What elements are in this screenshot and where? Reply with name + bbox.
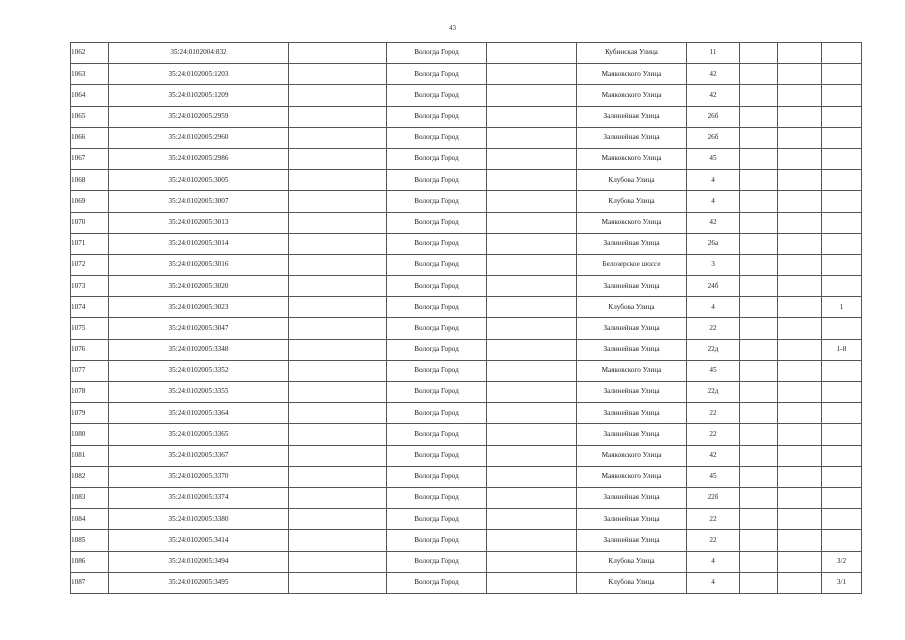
table-row: [71, 233, 862, 254]
empty-cell: [778, 148, 822, 169]
registry-table-body: [71, 43, 862, 594]
apartment-cell: [822, 276, 862, 297]
house-number-cell: 4: [687, 170, 740, 191]
record-number-cell: 1071: [71, 233, 109, 254]
record-number-cell: 1082: [71, 466, 109, 487]
empty-cell: [289, 403, 387, 424]
record-number-cell: 1075: [71, 318, 109, 339]
empty-cell: [289, 85, 387, 106]
empty-cell: [778, 64, 822, 85]
empty-cell: [778, 254, 822, 275]
empty-cell: [740, 276, 778, 297]
record-number-cell: 1064: [71, 85, 109, 106]
city-cell: Вологда Город: [387, 297, 487, 318]
empty-cell: [289, 276, 387, 297]
empty-cell: [740, 318, 778, 339]
house-number-cell: 22: [687, 318, 740, 339]
empty-cell: [778, 43, 822, 64]
cadastral-number-cell: 35:24:0102005:3352: [109, 360, 289, 381]
apartment-cell: [822, 148, 862, 169]
street-cell: Залинейная Улица: [577, 403, 687, 424]
registry-table: [70, 42, 862, 594]
empty-cell: [740, 530, 778, 551]
cadastral-number-cell: 35:24:0102005:3355: [109, 382, 289, 403]
record-number-cell: 1085: [71, 530, 109, 551]
empty-cell: [740, 509, 778, 530]
empty-cell: [778, 276, 822, 297]
cadastral-number-cell: 35:24:0102004:832: [109, 43, 289, 64]
empty-cell: [740, 127, 778, 148]
apartment-cell: [822, 43, 862, 64]
city-cell: Вологда Город: [387, 127, 487, 148]
city-cell: Вологда Город: [387, 170, 487, 191]
house-number-cell: 22: [687, 509, 740, 530]
apartment-cell: 1: [822, 297, 862, 318]
cadastral-number-cell: 35:24:0102005:3348: [109, 339, 289, 360]
empty-cell: [740, 360, 778, 381]
record-number-cell: 1084: [71, 509, 109, 530]
empty-cell: [289, 466, 387, 487]
table-row: [71, 403, 862, 424]
empty-cell: [487, 297, 577, 318]
empty-cell: [289, 148, 387, 169]
table-row: [71, 466, 862, 487]
record-number-cell: 1069: [71, 191, 109, 212]
empty-cell: [740, 466, 778, 487]
record-number-cell: 1066: [71, 127, 109, 148]
empty-cell: [487, 339, 577, 360]
apartment-cell: [822, 106, 862, 127]
empty-cell: [289, 212, 387, 233]
house-number-cell: 4: [687, 572, 740, 593]
empty-cell: [487, 43, 577, 64]
empty-cell: [487, 509, 577, 530]
empty-cell: [740, 212, 778, 233]
apartment-cell: 3/1: [822, 572, 862, 593]
apartment-cell: [822, 487, 862, 508]
apartment-cell: [822, 85, 862, 106]
empty-cell: [289, 509, 387, 530]
house-number-cell: 42: [687, 85, 740, 106]
empty-cell: [778, 509, 822, 530]
empty-cell: [487, 360, 577, 381]
empty-cell: [289, 339, 387, 360]
empty-cell: [778, 297, 822, 318]
city-cell: Вологда Город: [387, 424, 487, 445]
city-cell: Вологда Город: [387, 212, 487, 233]
city-cell: Вологда Город: [387, 403, 487, 424]
city-cell: Вологда Город: [387, 551, 487, 572]
table-row: [71, 424, 862, 445]
apartment-cell: 1-8: [822, 339, 862, 360]
cadastral-number-cell: 35:24:0102005:2959: [109, 106, 289, 127]
empty-cell: [289, 530, 387, 551]
street-cell: Залинейная Улица: [577, 339, 687, 360]
street-cell: Кубинская Улица: [577, 43, 687, 64]
street-cell: Маяковского Улица: [577, 148, 687, 169]
record-number-cell: 1081: [71, 445, 109, 466]
empty-cell: [487, 254, 577, 275]
empty-cell: [778, 382, 822, 403]
city-cell: Вологда Город: [387, 339, 487, 360]
empty-cell: [289, 551, 387, 572]
cadastral-number-cell: 35:24:0102005:3047: [109, 318, 289, 339]
cadastral-number-cell: 35:24:0102005:3370: [109, 466, 289, 487]
city-cell: Вологда Город: [387, 148, 487, 169]
table-row: [71, 318, 862, 339]
apartment-cell: [822, 254, 862, 275]
empty-cell: [778, 318, 822, 339]
apartment-cell: [822, 530, 862, 551]
empty-cell: [487, 170, 577, 191]
street-cell: Белозерское шоссе: [577, 254, 687, 275]
house-number-cell: 22: [687, 403, 740, 424]
empty-cell: [778, 572, 822, 593]
empty-cell: [740, 43, 778, 64]
cadastral-number-cell: 35:24:0102005:3374: [109, 487, 289, 508]
apartment-cell: [822, 403, 862, 424]
table-row: [71, 212, 862, 233]
empty-cell: [740, 148, 778, 169]
house-number-cell: 26б: [687, 106, 740, 127]
empty-cell: [778, 233, 822, 254]
table-row: [71, 530, 862, 551]
empty-cell: [289, 64, 387, 85]
house-number-cell: 45: [687, 360, 740, 381]
house-number-cell: 4: [687, 297, 740, 318]
empty-cell: [487, 191, 577, 212]
empty-cell: [778, 127, 822, 148]
empty-cell: [778, 445, 822, 466]
cadastral-number-cell: 35:24:0102005:1209: [109, 85, 289, 106]
empty-cell: [289, 572, 387, 593]
cadastral-number-cell: 35:24:0102005:3023: [109, 297, 289, 318]
house-number-cell: 42: [687, 445, 740, 466]
table-row: [71, 148, 862, 169]
table-row: [71, 551, 862, 572]
empty-cell: [778, 530, 822, 551]
cadastral-number-cell: 35:24:0102005:2960: [109, 127, 289, 148]
cadastral-number-cell: 35:24:0102005:3014: [109, 233, 289, 254]
cadastral-number-cell: 35:24:0102005:3495: [109, 572, 289, 593]
empty-cell: [289, 191, 387, 212]
empty-cell: [740, 191, 778, 212]
street-cell: Залинейная Улица: [577, 106, 687, 127]
house-number-cell: 45: [687, 466, 740, 487]
empty-cell: [289, 424, 387, 445]
empty-cell: [778, 551, 822, 572]
empty-cell: [289, 254, 387, 275]
apartment-cell: [822, 127, 862, 148]
house-number-cell: 26б: [687, 127, 740, 148]
house-number-cell: 42: [687, 212, 740, 233]
record-number-cell: 1087: [71, 572, 109, 593]
house-number-cell: 24б: [687, 276, 740, 297]
empty-cell: [289, 445, 387, 466]
city-cell: Вологда Город: [387, 254, 487, 275]
cadastral-number-cell: 35:24:0102005:3005: [109, 170, 289, 191]
empty-cell: [778, 403, 822, 424]
table-row: [71, 445, 862, 466]
empty-cell: [778, 170, 822, 191]
street-cell: Маяковского Улица: [577, 85, 687, 106]
empty-cell: [487, 403, 577, 424]
street-cell: Клубова Улица: [577, 170, 687, 191]
empty-cell: [778, 424, 822, 445]
empty-cell: [487, 318, 577, 339]
street-cell: Залинейная Улица: [577, 276, 687, 297]
house-number-cell: 22: [687, 424, 740, 445]
record-number-cell: 1074: [71, 297, 109, 318]
empty-cell: [289, 106, 387, 127]
street-cell: Залинейная Улица: [577, 509, 687, 530]
apartment-cell: [822, 382, 862, 403]
street-cell: Маяковского Улица: [577, 360, 687, 381]
empty-cell: [487, 212, 577, 233]
cadastral-number-cell: 35:24:0102005:3414: [109, 530, 289, 551]
table-row: [71, 170, 862, 191]
cadastral-number-cell: 35:24:0102005:3013: [109, 212, 289, 233]
street-cell: Клубова Улица: [577, 572, 687, 593]
street-cell: Маяковского Улица: [577, 212, 687, 233]
apartment-cell: [822, 64, 862, 85]
empty-cell: [487, 233, 577, 254]
house-number-cell: 42: [687, 64, 740, 85]
record-number-cell: 1086: [71, 551, 109, 572]
empty-cell: [487, 466, 577, 487]
street-cell: Маяковского Улица: [577, 64, 687, 85]
record-number-cell: 1067: [71, 148, 109, 169]
empty-cell: [487, 530, 577, 551]
empty-cell: [487, 127, 577, 148]
empty-cell: [289, 233, 387, 254]
empty-cell: [487, 424, 577, 445]
cadastral-number-cell: 35:24:0102005:2986: [109, 148, 289, 169]
city-cell: Вологда Город: [387, 487, 487, 508]
empty-cell: [740, 445, 778, 466]
empty-cell: [289, 360, 387, 381]
apartment-cell: [822, 233, 862, 254]
city-cell: Вологда Город: [387, 276, 487, 297]
cadastral-number-cell: 35:24:0102005:3365: [109, 424, 289, 445]
record-number-cell: 1063: [71, 64, 109, 85]
cadastral-number-cell: 35:24:0102005:3494: [109, 551, 289, 572]
street-cell: Клубова Улица: [577, 297, 687, 318]
city-cell: Вологда Город: [387, 106, 487, 127]
record-number-cell: 1079: [71, 403, 109, 424]
empty-cell: [778, 360, 822, 381]
city-cell: Вологда Город: [387, 85, 487, 106]
apartment-cell: [822, 445, 862, 466]
street-cell: Залинейная Улица: [577, 233, 687, 254]
table-row: [71, 509, 862, 530]
record-number-cell: 1078: [71, 382, 109, 403]
empty-cell: [740, 170, 778, 191]
record-number-cell: 1080: [71, 424, 109, 445]
empty-cell: [289, 170, 387, 191]
empty-cell: [487, 572, 577, 593]
empty-cell: [740, 85, 778, 106]
city-cell: Вологда Город: [387, 360, 487, 381]
record-number-cell: 1068: [71, 170, 109, 191]
empty-cell: [487, 276, 577, 297]
empty-cell: [778, 487, 822, 508]
table-row: [71, 127, 862, 148]
table-row: [71, 339, 862, 360]
apartment-cell: [822, 509, 862, 530]
empty-cell: [289, 127, 387, 148]
empty-cell: [778, 85, 822, 106]
table-row: [71, 572, 862, 593]
house-number-cell: 22: [687, 530, 740, 551]
page-number: 43: [449, 24, 456, 32]
house-number-cell: 26а: [687, 233, 740, 254]
table-row: [71, 85, 862, 106]
empty-cell: [487, 551, 577, 572]
city-cell: Вологда Город: [387, 509, 487, 530]
empty-cell: [740, 572, 778, 593]
city-cell: Вологда Город: [387, 233, 487, 254]
table-row: [71, 297, 862, 318]
empty-cell: [778, 466, 822, 487]
street-cell: Маяковского Улица: [577, 445, 687, 466]
cadastral-number-cell: 35:24:0102005:3367: [109, 445, 289, 466]
city-cell: Вологда Город: [387, 445, 487, 466]
empty-cell: [487, 487, 577, 508]
city-cell: Вологда Город: [387, 466, 487, 487]
empty-cell: [289, 318, 387, 339]
house-number-cell: 22д: [687, 382, 740, 403]
record-number-cell: 1062: [71, 43, 109, 64]
record-number-cell: 1065: [71, 106, 109, 127]
empty-cell: [778, 191, 822, 212]
record-number-cell: 1083: [71, 487, 109, 508]
apartment-cell: [822, 170, 862, 191]
empty-cell: [487, 85, 577, 106]
empty-cell: [487, 382, 577, 403]
apartment-cell: [822, 360, 862, 381]
city-cell: Вологда Город: [387, 382, 487, 403]
empty-cell: [289, 43, 387, 64]
cadastral-number-cell: 35:24:0102005:3380: [109, 509, 289, 530]
street-cell: Клубова Улица: [577, 191, 687, 212]
record-number-cell: 1077: [71, 360, 109, 381]
empty-cell: [487, 64, 577, 85]
house-number-cell: 11: [687, 43, 740, 64]
house-number-cell: 4: [687, 551, 740, 572]
city-cell: Вологда Город: [387, 572, 487, 593]
empty-cell: [487, 148, 577, 169]
record-number-cell: 1072: [71, 254, 109, 275]
empty-cell: [778, 212, 822, 233]
street-cell: Залинейная Улица: [577, 382, 687, 403]
street-cell: Залинейная Улица: [577, 318, 687, 339]
table-row: [71, 106, 862, 127]
city-cell: Вологда Город: [387, 318, 487, 339]
empty-cell: [487, 106, 577, 127]
empty-cell: [778, 339, 822, 360]
empty-cell: [289, 487, 387, 508]
table-row: [71, 191, 862, 212]
cadastral-number-cell: 35:24:0102005:1203: [109, 64, 289, 85]
table-row: [71, 487, 862, 508]
record-number-cell: 1070: [71, 212, 109, 233]
table-row: [71, 43, 862, 64]
apartment-cell: [822, 466, 862, 487]
street-cell: Маяковского Улица: [577, 466, 687, 487]
empty-cell: [740, 424, 778, 445]
table-row: [71, 276, 862, 297]
house-number-cell: 4: [687, 191, 740, 212]
house-number-cell: 3: [687, 254, 740, 275]
house-number-cell: 22б: [687, 487, 740, 508]
empty-cell: [740, 551, 778, 572]
table-row: [71, 382, 862, 403]
cadastral-number-cell: 35:24:0102005:3016: [109, 254, 289, 275]
empty-cell: [778, 106, 822, 127]
city-cell: Вологда Город: [387, 43, 487, 64]
street-cell: Клубова Улица: [577, 551, 687, 572]
empty-cell: [740, 487, 778, 508]
empty-cell: [740, 254, 778, 275]
empty-cell: [740, 233, 778, 254]
apartment-cell: [822, 212, 862, 233]
street-cell: Залинейная Улица: [577, 530, 687, 551]
apartment-cell: 3/2: [822, 551, 862, 572]
table-row: [71, 360, 862, 381]
empty-cell: [740, 403, 778, 424]
empty-cell: [740, 339, 778, 360]
empty-cell: [289, 297, 387, 318]
empty-cell: [740, 297, 778, 318]
cadastral-number-cell: 35:24:0102005:3364: [109, 403, 289, 424]
house-number-cell: 45: [687, 148, 740, 169]
apartment-cell: [822, 191, 862, 212]
empty-cell: [740, 382, 778, 403]
empty-cell: [289, 382, 387, 403]
street-cell: Залинейная Улица: [577, 487, 687, 508]
city-cell: Вологда Город: [387, 530, 487, 551]
city-cell: Вологда Город: [387, 64, 487, 85]
empty-cell: [740, 64, 778, 85]
street-cell: Залинейная Улица: [577, 424, 687, 445]
table-row: [71, 64, 862, 85]
cadastral-number-cell: 35:24:0102005:3020: [109, 276, 289, 297]
table-row: [71, 254, 862, 275]
apartment-cell: [822, 424, 862, 445]
apartment-cell: [822, 318, 862, 339]
house-number-cell: 22д: [687, 339, 740, 360]
street-cell: Залинейная Улица: [577, 127, 687, 148]
cadastral-number-cell: 35:24:0102005:3007: [109, 191, 289, 212]
record-number-cell: 1076: [71, 339, 109, 360]
empty-cell: [487, 445, 577, 466]
city-cell: Вологда Город: [387, 191, 487, 212]
empty-cell: [740, 106, 778, 127]
record-number-cell: 1073: [71, 276, 109, 297]
